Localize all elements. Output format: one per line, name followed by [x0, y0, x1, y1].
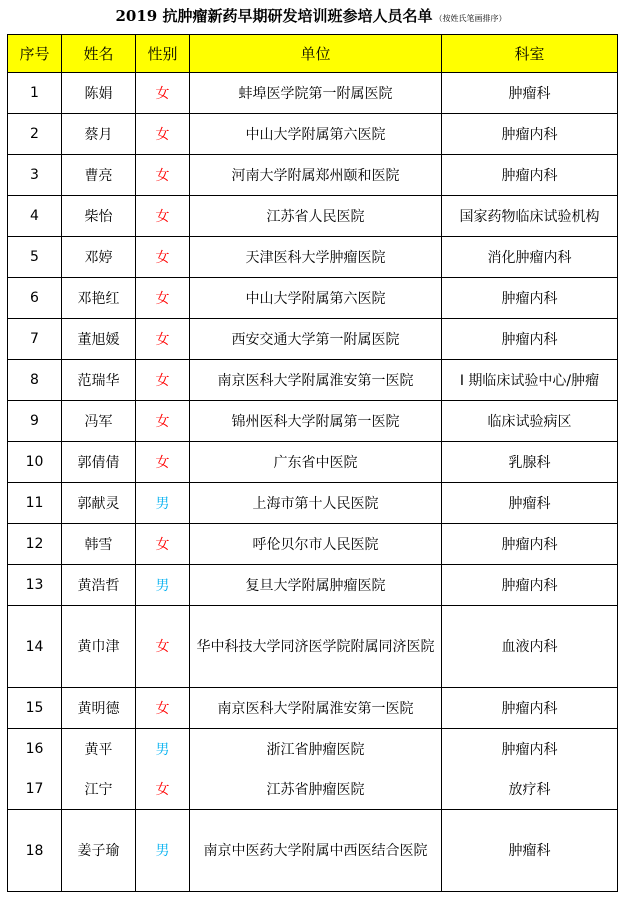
cell-dept: 肿瘤科: [442, 810, 618, 892]
cell-dept: 乳腺科: [442, 442, 618, 483]
cell-name: 黄巾津: [62, 606, 136, 688]
cell-unit: 河南大学附属郑州颐和医院: [190, 155, 442, 196]
table-row: [8, 442, 618, 483]
cell-gender: 女: [136, 524, 190, 565]
cell-dept: 肿瘤内科: [442, 155, 618, 196]
cell-name: 郭献灵: [62, 483, 136, 524]
cell-gender: 男: [136, 483, 190, 524]
cell-gender: 女: [136, 319, 190, 360]
cell-no: 1: [8, 73, 62, 114]
header-gender: 性别: [136, 35, 190, 73]
cell-dept: 消化肿瘤内科: [442, 237, 618, 278]
cell-unit: 华中科技大学同济医学院附属同济医院: [190, 606, 442, 688]
title-main: 2019 抗肿瘤新药早期研发培训班参培人员名单: [115, 7, 433, 25]
cell-dept: 放疗科: [442, 769, 618, 810]
cell-unit: 中山大学附属第六医院: [190, 278, 442, 319]
header-no: 序号: [8, 35, 62, 73]
cell-unit: 南京中医药大学附属中西医结合医院: [190, 810, 442, 892]
table-row: [8, 688, 618, 729]
table-row: [8, 73, 618, 114]
cell-dept: 血液内科: [442, 606, 618, 688]
cell-unit: 锦州医科大学附属第一医院: [190, 401, 442, 442]
table-row: [8, 196, 618, 237]
table-row: [8, 606, 618, 688]
cell-name: 郭倩倩: [62, 442, 136, 483]
cell-dept: 临床试验病区: [442, 401, 618, 442]
cell-no: 11: [8, 483, 62, 524]
participants-table: [7, 34, 618, 892]
table-row: [8, 524, 618, 565]
cell-unit: 广东省中医院: [190, 442, 442, 483]
cell-unit: 上海市第十人民医院: [190, 483, 442, 524]
cell-unit: 南京医科大学附属淮安第一医院: [190, 688, 442, 729]
cell-no: 14: [8, 606, 62, 688]
cell-gender: 女: [136, 606, 190, 688]
cell-dept: I 期临床试验中心/肿瘤: [442, 360, 618, 401]
cell-no: 15: [8, 688, 62, 729]
header-unit: 单位: [190, 35, 442, 73]
cell-gender: 女: [136, 769, 190, 810]
cell-name: 江宁: [62, 769, 136, 810]
cell-gender: 女: [136, 278, 190, 319]
cell-name: 韩雪: [62, 524, 136, 565]
cell-unit: 西安交通大学第一附属医院: [190, 319, 442, 360]
title-note: （按姓氏笔画排序）: [434, 14, 507, 23]
cell-dept: 肿瘤内科: [442, 688, 618, 729]
cell-no: 17: [8, 769, 62, 810]
cell-dept: 肿瘤内科: [442, 114, 618, 155]
cell-dept: 肿瘤科: [442, 73, 618, 114]
cell-name: 黄明德: [62, 688, 136, 729]
cell-no: 10: [8, 442, 62, 483]
cell-no: 12: [8, 524, 62, 565]
cell-name: 邓艳红: [62, 278, 136, 319]
cell-gender: 女: [136, 688, 190, 729]
cell-name: 范瑞华: [62, 360, 136, 401]
cell-unit: 浙江省肿瘤医院: [190, 729, 442, 770]
cell-gender: 女: [136, 73, 190, 114]
cell-no: 6: [8, 278, 62, 319]
cell-dept: 肿瘤科: [442, 483, 618, 524]
cell-gender: 女: [136, 114, 190, 155]
cell-unit: 复旦大学附属肿瘤医院: [190, 565, 442, 606]
cell-gender: 女: [136, 196, 190, 237]
document-title: [0, 0, 622, 32]
header-dept: 科室: [442, 35, 618, 73]
cell-name: 柴怡: [62, 196, 136, 237]
cell-name: 黄浩哲: [62, 565, 136, 606]
cell-name: 曹亮: [62, 155, 136, 196]
cell-unit: 蚌埠医学院第一附属医院: [190, 73, 442, 114]
cell-no: 8: [8, 360, 62, 401]
cell-name: 董旭媛: [62, 319, 136, 360]
cell-unit: 南京医科大学附属淮安第一医院: [190, 360, 442, 401]
cell-unit: 江苏省人民医院: [190, 196, 442, 237]
table-row: [8, 155, 618, 196]
table-row: [8, 360, 618, 401]
table-row: [8, 729, 618, 770]
table-row: [8, 278, 618, 319]
cell-dept: 肿瘤内科: [442, 729, 618, 770]
cell-unit: 天津医科大学肿瘤医院: [190, 237, 442, 278]
cell-dept: 肿瘤内科: [442, 278, 618, 319]
cell-gender: 女: [136, 401, 190, 442]
cell-gender: 女: [136, 237, 190, 278]
table-row: [8, 483, 618, 524]
cell-no: 2: [8, 114, 62, 155]
cell-name: 陈娟: [62, 73, 136, 114]
cell-name: 冯军: [62, 401, 136, 442]
cell-no: 16: [8, 729, 62, 770]
cell-name: 蔡月: [62, 114, 136, 155]
table-row: [8, 810, 618, 892]
cell-gender: 男: [136, 810, 190, 892]
cell-dept: 肿瘤内科: [442, 565, 618, 606]
cell-gender: 女: [136, 155, 190, 196]
cell-no: 5: [8, 237, 62, 278]
table-header-row: [8, 35, 618, 73]
table-row: [8, 237, 618, 278]
cell-name: 姜子瑜: [62, 810, 136, 892]
table-row: [8, 114, 618, 155]
cell-no: 9: [8, 401, 62, 442]
table-row: [8, 565, 618, 606]
cell-no: 13: [8, 565, 62, 606]
cell-no: 3: [8, 155, 62, 196]
cell-dept: 肿瘤内科: [442, 524, 618, 565]
cell-dept: 国家药物临床试验机构: [442, 196, 618, 237]
table-row: [8, 319, 618, 360]
table-body: [8, 73, 618, 892]
table-row: [8, 769, 618, 810]
cell-no: 4: [8, 196, 62, 237]
cell-name: 邓婷: [62, 237, 136, 278]
cell-no: 7: [8, 319, 62, 360]
cell-unit: 中山大学附属第六医院: [190, 114, 442, 155]
cell-name: 黄平: [62, 729, 136, 770]
cell-no: 18: [8, 810, 62, 892]
cell-gender: 女: [136, 360, 190, 401]
table-row: [8, 401, 618, 442]
cell-gender: 女: [136, 442, 190, 483]
header-name: 姓名: [62, 35, 136, 73]
cell-unit: 呼伦贝尔市人民医院: [190, 524, 442, 565]
cell-gender: 男: [136, 565, 190, 606]
cell-unit: 江苏省肿瘤医院: [190, 769, 442, 810]
cell-gender: 男: [136, 729, 190, 770]
cell-dept: 肿瘤内科: [442, 319, 618, 360]
